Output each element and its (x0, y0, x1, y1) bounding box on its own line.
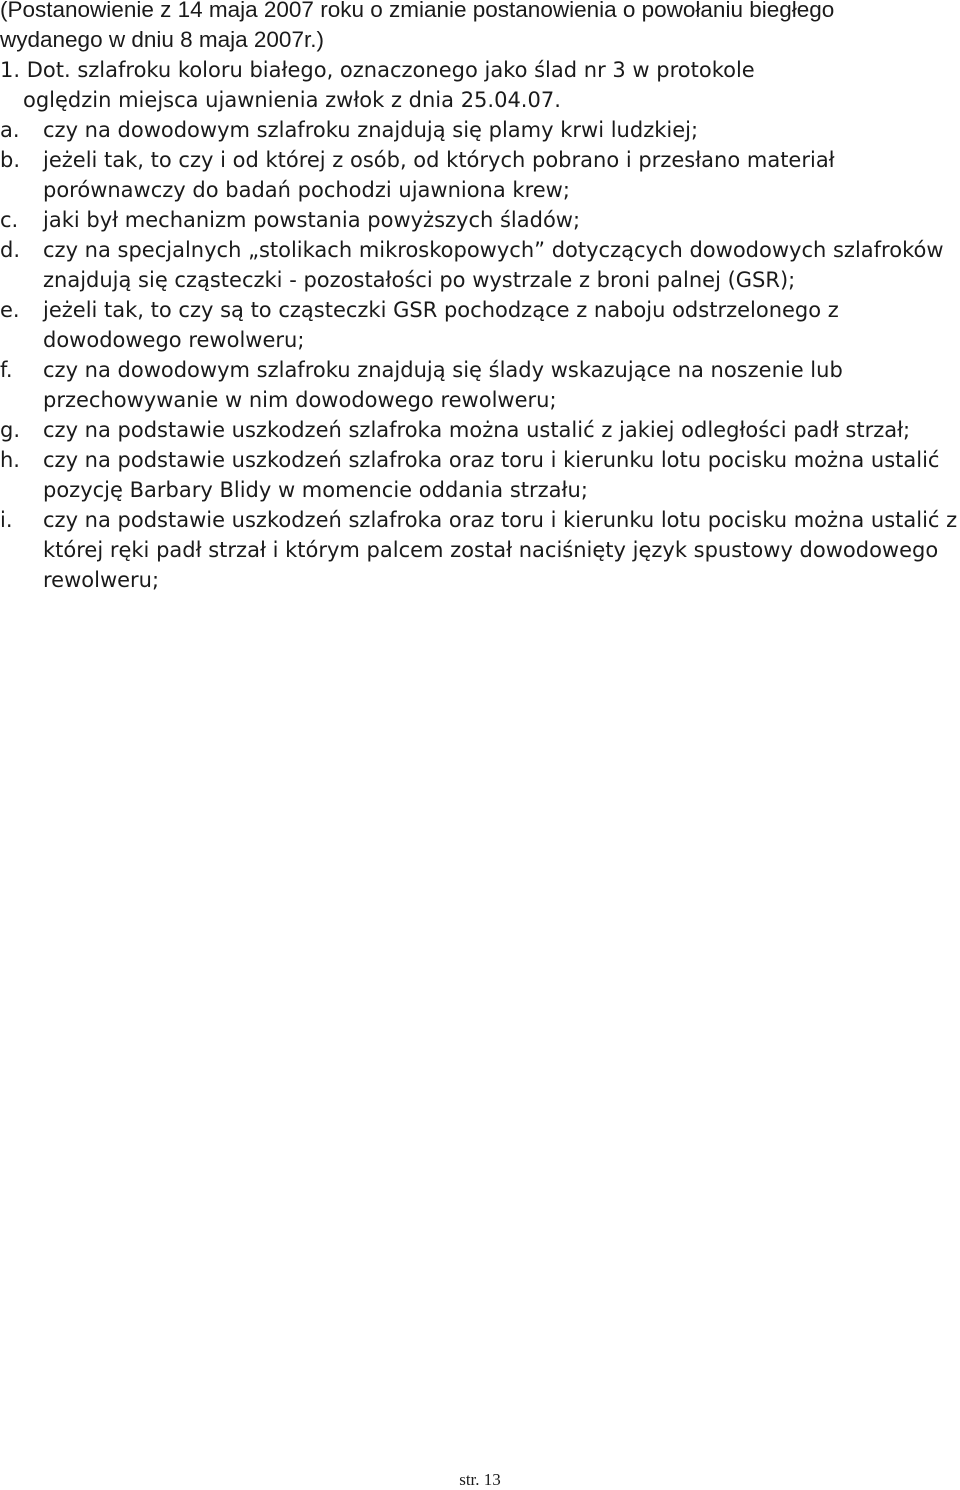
question-letter: e. (0, 298, 20, 322)
question-text: czy na specjalnych „stolikach mikroskopowych” dotyczących dowodowych szlafroków znajdują się cząsteczki - pozostałości po wystrzale z broni palnej (GSR); (43, 238, 944, 292)
question-text: czy na podstawie uszkodzeń szlafroka można ustalić z jakiej odległości padł strzał; (43, 418, 911, 442)
question-letter: a. (0, 118, 20, 142)
item-1-number: 1. (0, 58, 21, 82)
question-text: jaki był mechanizm powstania powyższych śladów; (43, 208, 581, 232)
question-item-h (0, 445, 960, 505)
question-item-b (0, 145, 960, 205)
item-1-text-line2: oględzin miejsca ujawnienia zwłok z dnia 25.04.07. (23, 88, 561, 112)
page-number: str. 13 (459, 1470, 501, 1489)
question-letter: g. (0, 418, 21, 442)
question-item-d (0, 235, 960, 295)
question-letter: b. (0, 148, 21, 172)
question-item-g (0, 415, 960, 445)
item-1-first-line (0, 55, 955, 85)
item-1 (0, 55, 955, 115)
question-list (0, 115, 960, 595)
question-letter: c. (0, 208, 19, 232)
question-item-f (0, 355, 960, 415)
question-text: czy na podstawie uszkodzeń szlafroka oraz toru i kierunku lotu pocisku można ustalić pozycję Barbary Blidy w momencie oddania strzału; (43, 448, 940, 502)
question-letter: f. (0, 358, 13, 382)
question-item-i (0, 505, 960, 595)
question-item-c (0, 205, 960, 235)
question-text: jeżeli tak, to czy i od której z osób, od których pobrano i przesłano materiał porównawczy do badań pochodzi ujawniona krew; (43, 148, 835, 202)
question-item-e (0, 295, 960, 355)
question-letter: h. (0, 448, 20, 472)
question-item-a (0, 115, 960, 145)
question-letter: d. (0, 238, 21, 262)
question-text: jeżeli tak, to czy są to cząsteczki GSR pochodzące z naboju odstrzelonego z dowodowego rewolweru; (43, 298, 839, 352)
question-text: czy na podstawie uszkodzeń szlafroka oraz toru i kierunku lotu pocisku można ustalić z której ręki padł strzał i którym palcem został naciśnięty język spustowy dowodowego rewolweru; (43, 508, 958, 592)
question-text: czy na dowodowym szlafroku znajdują się plamy krwi ludzkiej; (43, 118, 699, 142)
question-letter: i. (0, 508, 13, 532)
item-1-text-line1: Dot. szlafroku koloru białego, oznaczonego jako ślad nr 3 w protokole (26, 58, 755, 82)
question-text: czy na dowodowym szlafroku znajdują się ślady wskazujące na noszenie lub przechowywanie w nim dowodowego rewolweru; (43, 358, 843, 412)
document-header: (Postanowienie z 14 maja 2007 roku o zmianie postanowienia o powołaniu biegłego wydanego w dniu 8 maja 2007r.) (0, 0, 835, 52)
